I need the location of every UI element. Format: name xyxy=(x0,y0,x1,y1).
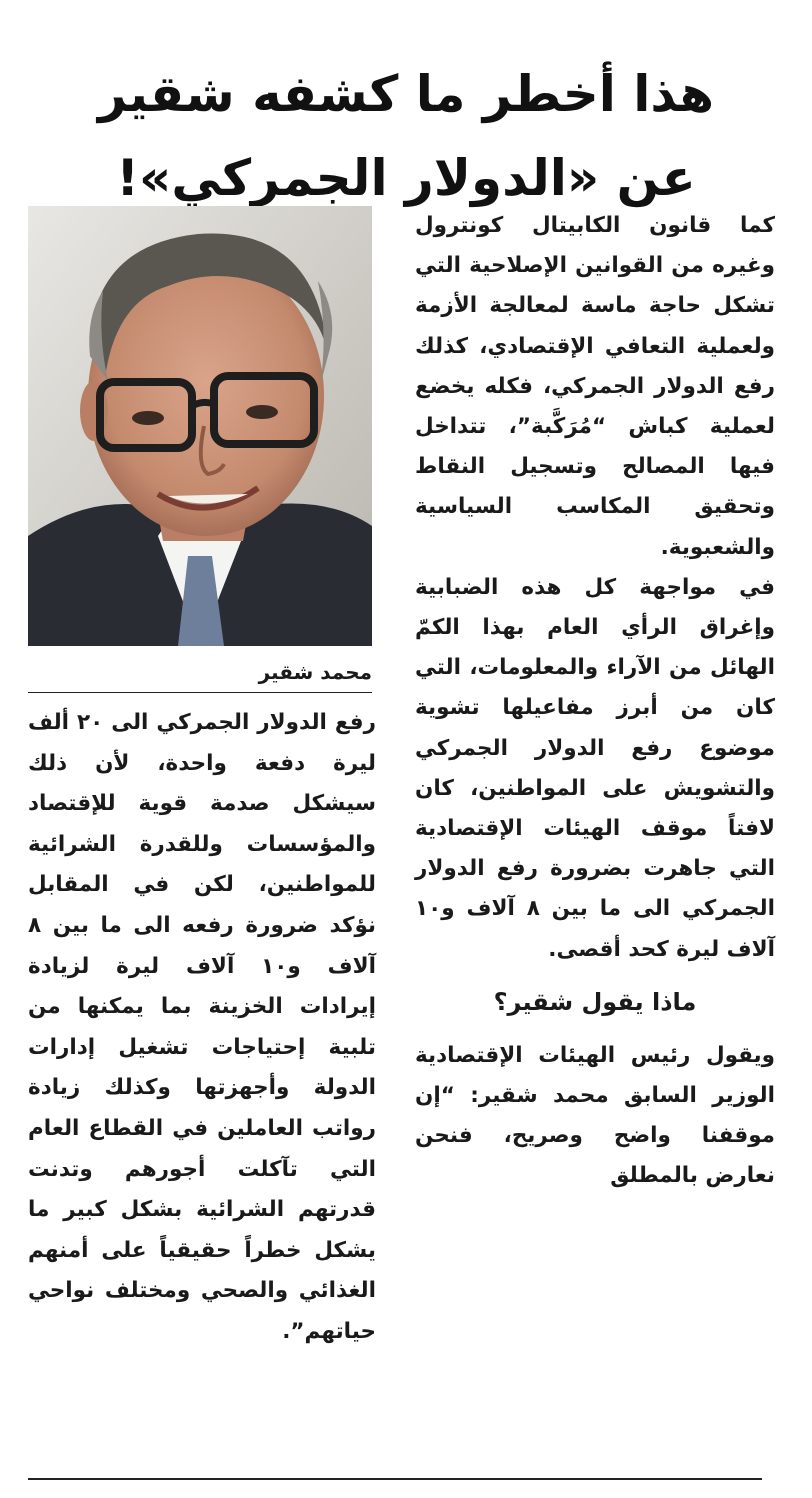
portrait-illustration xyxy=(28,206,372,646)
headline-line-2: عن «الدولار الجمركي»! xyxy=(116,148,696,207)
paragraph-continued: رفع الدولار الجمركي الى ٢٠ ألف ليرة دفعة واحدة، لأن ذلك سيشكل صدمة قوية للإقتصاد والمؤسسات وللقدرة الشرائية للمواطنين، لكن في المقابل نؤكد ضرورة رفعه الى ما بين ٨ آلاف و١٠ آلاف ليرة لزيادة إيرادات الخزينة بما يمكنها من تلبية إحتياجات تشغيل إدارات الدولة وأجهزتها وكذلك زيادة رواتب العاملين في القطاع العام التي تآكلت أجورهم وتدنت قدرتهم الشرائية بشكل كبير ما يشكل خطراً حقيقياً على أمنهم الغذائي والصحي ومختلف نواحي حياتهم”. xyxy=(28,710,376,1344)
paragraph-2: في مواجهة كل هذه الضبابية وإغراق الرأي العام بهذا الكمّ الهائل من الآراء والمعلومات، التي كان من أبرز مفاعيلها تشوية موضوع رفع الدولار الجمركي والتشويش على المواطنين، كان لافتاً موقف الهيئات الإقتصادية التي جاهرت بضرورة رفع الدولار الجمركي الى ما بين ٨ آلاف و١٠ آلاف ليرة كحد أقصى. xyxy=(415,574,775,962)
right-column xyxy=(415,206,775,1197)
paragraph-1: كما قانون الكابيتال كونترول وغيره من القوانين الإصلاحية التي تشكل حاجة ماسة لمعالجة الأزمة ولعملية التعافي الإقتصادي، كذلك رفع الدولار الجمركي، فكله يخضع لعملية كباش “مُرَكَّبة”، تتداخل فيها المصالح وتسجيل النقاط وتحقيق المكاسب السياسية والشعبوية. xyxy=(415,213,775,560)
portrait-photo xyxy=(28,206,372,646)
caption-divider xyxy=(28,692,372,693)
headline-line-1: هذا أخطر ما كشفه شقير xyxy=(98,64,714,123)
subheading: ماذا يقول شقير؟ xyxy=(493,987,697,1016)
left-column xyxy=(28,703,376,1353)
paragraph-3: ويقول رئيس الهيئات الإقتصادية الوزير السابق محمد شقير: “إن موقفنا واضح وصريح، فنحن نعارض بالمطلق xyxy=(415,1042,775,1189)
bottom-divider xyxy=(28,1478,762,1480)
photo-caption: محمد شقير xyxy=(258,660,372,684)
headline xyxy=(14,52,798,220)
